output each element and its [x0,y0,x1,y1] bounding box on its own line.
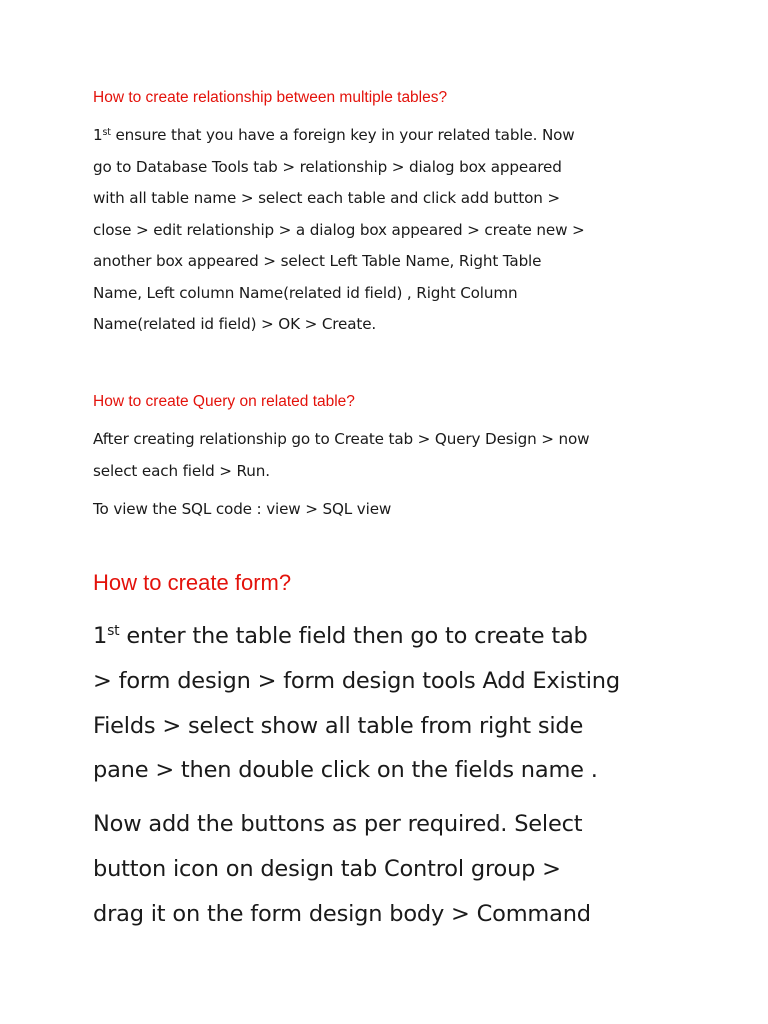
text-line: another box appeared > select Left Table Name, Right Table [93,252,542,270]
text-line: > form design > form design tools Add Existing [93,667,620,694]
paragraph-add-buttons [93,802,723,936]
text-line: drag it on the form design body > Command [93,900,591,927]
text-line: close > edit relationship > a dialog box appeared > create new > [93,220,585,239]
ordinal-superscript: st [102,126,111,138]
text-line: with all table name > select each table and click add button > [93,189,560,207]
text-line: To view the SQL code : view > SQL view [93,500,392,518]
text-line: After creating relationship go to Create tab > Query Design > now [93,430,590,448]
heading-create-form: How to create form? [93,570,292,595]
text-line-content: ensure that you have a foreign key in your related table. Now [110,126,575,144]
text-line: go to Database Tools tab > relationship > dialog box appeared [93,157,562,176]
text-line: Now add the buttons as per required. Select [93,811,583,837]
text-line: Name(related id field) > OK > Create. [93,315,377,333]
text-line-content: enter the table field then go to create tab [119,623,588,649]
paragraph-create-query [93,424,693,487]
ordinal-number: 1 [93,126,103,144]
paragraph-create-form [93,614,723,793]
paragraph-sql-view [93,494,693,526]
text-line: Name, Left column Name(related id field) , Right Column [93,283,518,302]
text-line [93,614,723,659]
paragraph-create-relationship [93,120,693,341]
ordinal-number: 1 [93,623,108,649]
text-line: pane > then double click on the fields name . [93,757,598,784]
text-line [93,120,693,152]
text-line: Fields > select show all table from right side [93,712,584,739]
heading-create-query: How to create Query on related table? [93,393,355,410]
text-line: button icon on design tab Control group > [93,855,561,882]
text-line: select each field > Run. [93,461,270,480]
heading-create-relationship: How to create relationship between multiple tables? [93,89,448,106]
ordinal-superscript: st [107,623,120,640]
